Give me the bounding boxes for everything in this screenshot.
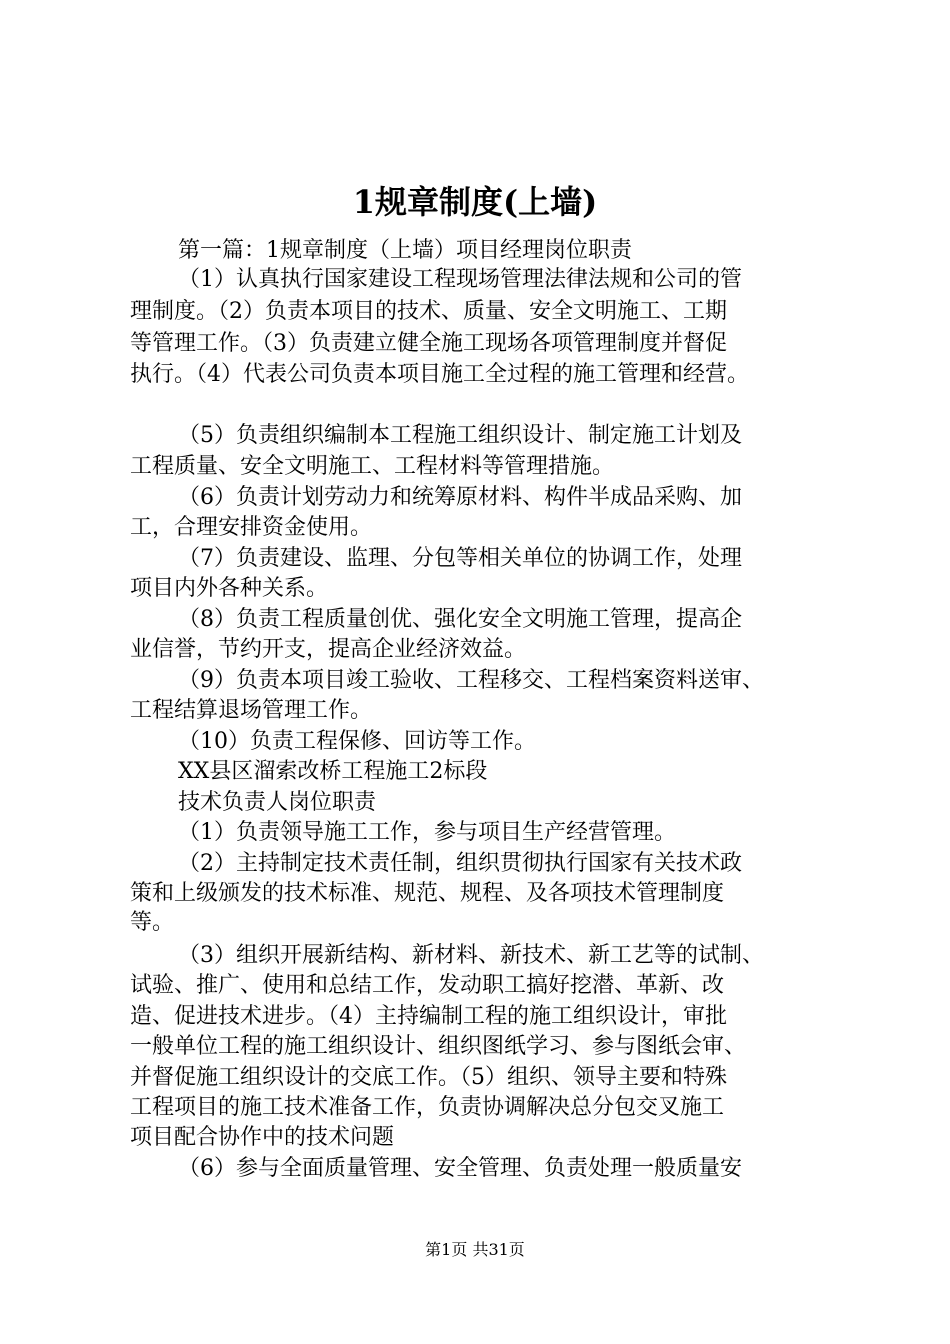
paragraph-line: 等。: [130, 910, 175, 935]
paragraph-line: 执行。（4）代表公司负责本项目施工全过程的施工管理和经营。: [130, 362, 749, 387]
project-name: XX县区溜索改桥工程施工2标段: [178, 759, 488, 784]
paragraph-line: （9）负责本项目竣工验收、工程移交、工程档案资料送审、: [178, 668, 764, 693]
document-title: 1规章制度(上墙): [352, 183, 598, 221]
paragraph-line: 并督促施工组织设计的交底工作。（5）组织、领导主要和特殊: [130, 1065, 727, 1090]
paragraph-line: 工程项目的施工技术准备工作，负责协调解决总分包交叉施工: [130, 1095, 725, 1120]
paragraph-line: （1）认真执行国家建设工程现场管理法律法规和公司的管: [178, 267, 742, 292]
paragraph-line: 业信誉，节约开支，提高企业经济效益。: [130, 637, 527, 662]
paragraph-line: （1）负责领导施工工作，参与项目生产经营管理。: [178, 820, 676, 845]
paragraph-line: 项目配合协作中的技术问题: [130, 1125, 395, 1150]
paragraph-line: 试验、推广、使用和总结工作，发动职工搞好挖潜、革新、改: [130, 973, 725, 998]
paragraph-line: 工程质量、安全文明施工、工程材料等管理措施。: [130, 454, 615, 479]
paragraph-line: 造、促进技术进步。（4）主持编制工程的施工组织设计，审批: [130, 1004, 727, 1029]
page-number: 第1页 共31页: [425, 1240, 525, 1259]
paragraph-line: 策和上级颁发的技术标准、规范、规程、及各项技术管理制度: [130, 881, 725, 906]
paragraph-line: 等管理工作。（3）负责建立健全施工现场各项管理制度并督促: [130, 331, 727, 356]
paragraph-line: 项目内外各种关系。: [130, 576, 329, 601]
paragraph-line: （10）负责工程保修、回访等工作。: [178, 729, 536, 754]
section-heading: 技术负责人岗位职责: [178, 790, 377, 815]
paragraph-line: （2）主持制定技术责任制，组织贯彻执行国家有关技术政: [178, 851, 742, 876]
paragraph-line: （6）负责计划劳动力和统筹原材料、构件半成品采购、加: [178, 485, 742, 510]
section-heading: 第一篇：1规章制度（上墙）项目经理岗位职责: [178, 238, 632, 263]
paragraph-line: 理制度。（2）负责本项目的技术、质量、安全文明施工、工期: [130, 299, 727, 324]
paragraph-line: （5）负责组织编制本工程施工组织设计、制定施工计划及: [178, 423, 742, 448]
paragraph-line: 工程结算退场管理工作。: [130, 698, 373, 723]
paragraph-line: （6）参与全面质量管理、安全管理、负责处理一般质量安: [178, 1156, 742, 1181]
paragraph-line: 一般单位工程的施工组织设计、组织图纸学习、参与图纸会审、: [130, 1034, 747, 1059]
paragraph-line: （8）负责工程质量创优、强化安全文明施工管理，提高企: [178, 607, 742, 632]
paragraph-line: （3）组织开展新结构、新材料、新技术、新工艺等的试制、: [178, 943, 764, 968]
paragraph-line: （7）负责建设、监理、分包等相关单位的协调工作，处理: [178, 546, 742, 571]
paragraph-line: 工，合理安排资金使用。: [130, 515, 373, 540]
